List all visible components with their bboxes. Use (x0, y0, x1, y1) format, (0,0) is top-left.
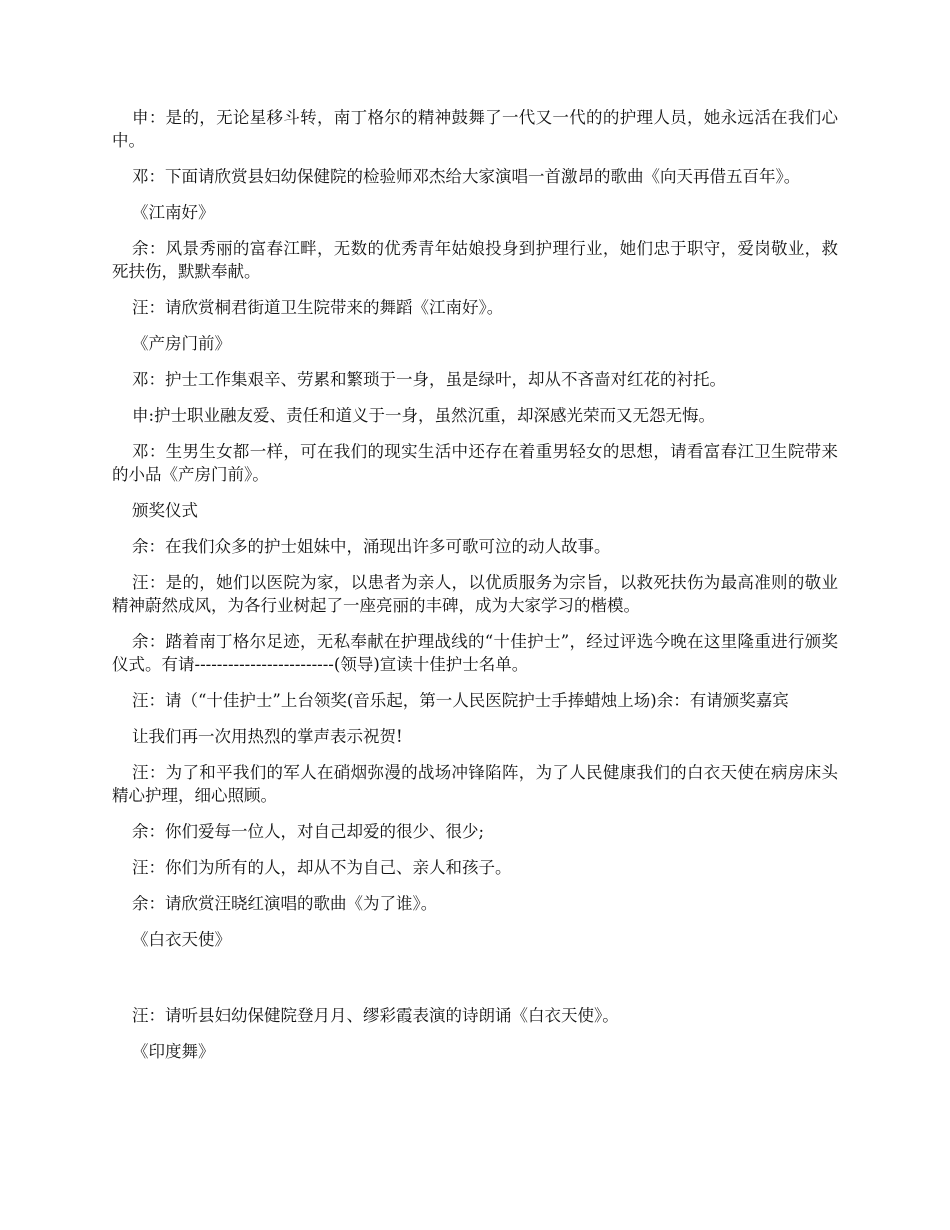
paragraph-11: 汪：请（“十佳护士”上台领奖(音乐起，第一人民医院护士手捧蜡烛上场)余：有请颁奖嘉宾 (132, 691, 789, 710)
section-heading-jiangnan-hao: 《江南好》 (132, 203, 215, 222)
paragraph-6: 申:护士职业融友爱、责任和道义于一身，虽然沉重，却深感光荣而又无怨无悔。 (132, 406, 716, 425)
paragraph-17: 汪：请听县妇幼保健院登月月、缪彩霞表演的诗朗诵《白衣天使》。 (132, 1006, 619, 1025)
paragraph-13: 汪：为了和平我们的军人在硝烟弥漫的战场冲锋陷阵，为了人民健康我们的白衣天使在病房床头精心护理，细心照顾。 (112, 763, 838, 805)
paragraph-8: 余：在我们众多的护士姐妹中，涌现出许多可歌可泣的动人故事。 (132, 537, 611, 556)
paragraph-7: 邓：生男生女都一样，可在我们的现实生活中还存在着重男轻女的思想，请看富春江卫生院带来的小品《产房门前》。 (112, 442, 838, 484)
paragraph-15: 汪：你们为所有的人，却从不为自己、亲人和孩子。 (132, 858, 512, 877)
paragraph-5: 邓：护士工作集艰辛、劳累和繁琐于一身，虽是绿叶，却从不吝啬对红花的衬托。 (132, 370, 726, 389)
paragraph-4: 汪：请欣赏桐君街道卫生院带来的舞蹈《江南好》。 (132, 298, 504, 317)
paragraph-9: 汪：是的，她们以医院为家，以患者为亲人，以优质服务为宗旨，以救死扶伤为最高准则的敬业精神蔚然成风，为各行业树起了一座亮丽的丰碑，成为大家学习的楷模。 (112, 573, 838, 615)
paragraph-16: 余：请欣赏汪晓红演唱的歌曲《为了谁》。 (132, 894, 438, 913)
paragraph-2: 邓：下面请欣赏县妇幼保健院的检验师邓杰给大家演唱一首激昂的歌曲《向天再借五百年》。 (132, 167, 801, 186)
paragraph-3: 余：风景秀丽的富春江畔，无数的优秀青年姑娘投身到护理行业，她们忠于职守，爱岗敬业，救死扶伤，默默奉献。 (112, 239, 838, 281)
paragraph-14: 余：你们爱每一位人，对自己却爱的很少、很少; (132, 822, 485, 841)
blank-gap (112, 964, 838, 1004)
paragraph-10: 余：踏着南丁格尔足迹，无私奉献在护理战线的“十佳护士”，经过评选今晚在这里隆重进行颁奖仪式。有请-------------------------(领导)宣读十佳护士名单。 (112, 632, 838, 674)
section-heading-award-ceremony: 颁奖仪式 (132, 501, 198, 520)
section-heading-baiyi-tianshi: 《白衣天使》 (132, 930, 231, 949)
section-heading-chanfang-menqian: 《产房门前》 (132, 334, 231, 353)
section-heading-indian-dance: 《印度舞》 (132, 1042, 215, 1061)
paragraph-12: 让我们再一次用热烈的掌声表示祝贺! (132, 727, 403, 746)
paragraph-1: 申：是的，无论星移斗转，南丁格尔的精神鼓舞了一代又一代的的护理人员，她永远活在我们心中。 (112, 108, 838, 150)
